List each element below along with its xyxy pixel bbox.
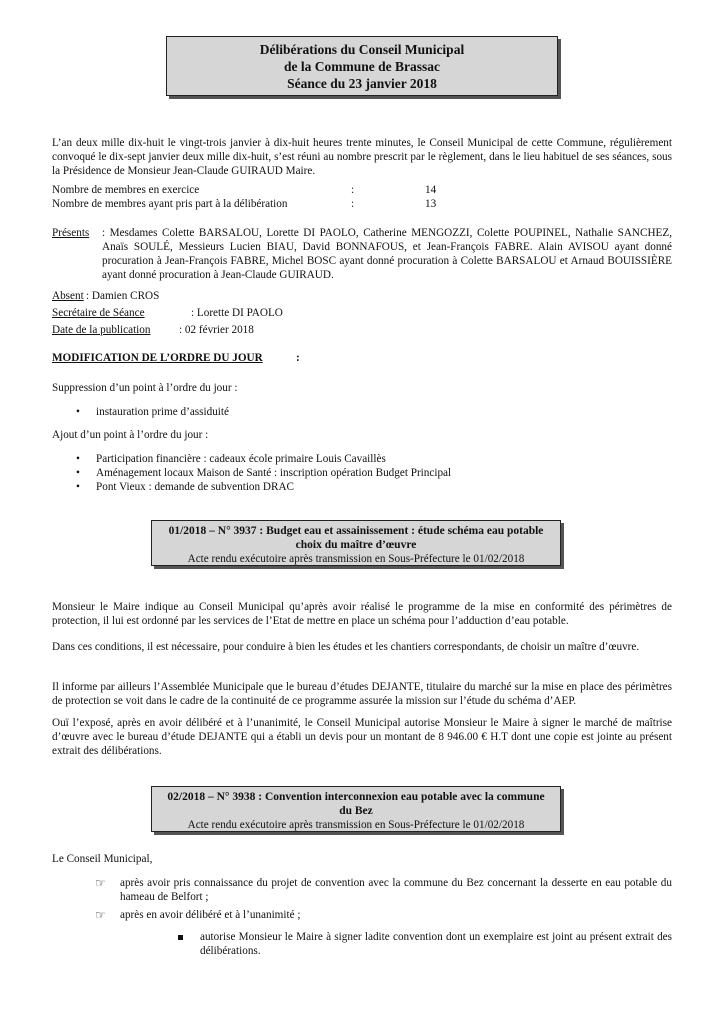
delib2-intro: Le Conseil Municipal, [52, 853, 153, 865]
delib2-sub-item: autorise Monsieur le Maire à signer ladite convention dont un exemplaire est joint au présent extrait des délibérations. [200, 931, 672, 957]
count-label: Nombre de membres en exercice [52, 184, 200, 196]
publication-value: : 02 février 2018 [179, 324, 254, 336]
count-value: 14 [425, 184, 437, 196]
publication-label: Date de la publication [52, 324, 151, 336]
secretaire-row [52, 306, 672, 320]
publication-row [52, 323, 672, 337]
intro-paragraph: L’an deux mille dix-huit le vingt-trois janvier à dix-huit heures trente minutes, le Conseil Municipal de cette Commune, régulièrement convoqué le dix-sept janvier deux mille dix-huit, s’est réuni au nombre prescrit par le règlement, dans le lieu habituel de ses séances, sous la Présidence de Monsieur Jean-Claude GUIRAUD Maire. [52, 137, 672, 177]
bullet-icon: • [76, 467, 80, 479]
count-value: 13 [425, 198, 437, 210]
title-line-3: Séance du 23 janvier 2018 [287, 76, 437, 91]
document-title-box [166, 36, 558, 96]
delib1-paragraph: Monsieur le Maire indique au Conseil Municipal qu’après avoir réalisé le programme de la mise en conformité des périmètres de protection, il lui est ordonné par les services de l’Etat de mettre en place un schéma pour l’adduction d’eau potable. [52, 601, 672, 627]
count-row [52, 197, 672, 211]
delib2-title-line-2: du Bez [339, 805, 373, 817]
list-item: • Pont Vieux : demande de subvention DRAC [76, 481, 294, 493]
delib1-title-line-1: 01/2018 – N° 3937 : Budget eau et assainissement : étude schéma eau potable [168, 525, 544, 537]
count-sep: : [351, 184, 355, 196]
list-item: • instauration prime d’assiduité [76, 406, 229, 418]
presents-label: Présents [52, 227, 90, 239]
deliberation-box-2 [151, 786, 561, 832]
count-label: Nombre de membres ayant pris part à la délibération [52, 198, 288, 210]
delib2-subtitle: Acte rendu exécutoire après transmission en Sous-Préfecture le 01/02/2018 [187, 819, 525, 831]
delib2-item: après avoir pris connaissance du projet de convention avec la commune du Bez concernant la desserte en eau potable du hameau de Belfort ; [120, 877, 672, 903]
presents-text: : Mesdames Colette BARSALOU, Lorette DI PAOLO, Catherine MENGOZZI, Colette POUPINEL, Nathalie SANCHEZ, Anaïs SOULÉ, Messieurs Lucien BIAU, David BONNAFOUS, et Jean-François FABRE. Alain AVISOU ayant donné procuration à Jean-François FABRE, Michel BOSC ayant donné procuration à Colette BARSALOU et Arnaud BOUISSIÈRE ayant donné procuration à Jean-Claude GUIRAUD. [102, 227, 672, 281]
bullet-icon: • [76, 481, 80, 493]
suppression-label: Suppression d’un point à l’ordre du jour : [52, 382, 238, 394]
delib1-title-line-2: choix du maître d’œuvre [295, 539, 417, 551]
absent-row [52, 289, 672, 303]
delib2-item: après en avoir délibéré et à l’unanimité ; [120, 909, 301, 921]
delib1-paragraph: Ouï l’exposé, après en avoir délibéré et à l’unanimité, le Conseil Municipal autorise Monsieur le Maire à signer le marché de maîtrise d’œuvre avec le bureau d’étude DEJANTE qui a établi un devis pour un montant de 8 946.00 € H.T dont une copie est jointe au présent extrait des délibérations. [52, 717, 672, 757]
bullet-icon: • [76, 406, 80, 418]
count-row [52, 183, 672, 197]
list-item: • Participation financière : cadeaux école primaire Louis Cavaillès [76, 453, 386, 465]
delib1-paragraph: Il informe par ailleurs l’Assemblée Municipale que le bureau d’études DEJANTE, titulaire du marché sur la mise en place des périmètres de protection se voit dans le cadre de la continuité de ce programme assurée la mission sur l’étude du schéma d’AEP. [52, 681, 672, 707]
delib1-subtitle: Acte rendu exécutoire après transmission en Sous-Préfecture le 01/02/2018 [187, 553, 525, 565]
bullet-icon: • [76, 453, 80, 465]
title-line-1: Délibérations du Conseil Municipal [259, 42, 465, 57]
deliberation-box-1 [151, 520, 561, 566]
secretaire-label: Secrétaire de Séance [52, 307, 145, 319]
delib1-paragraph: Dans ces conditions, il est nécessaire, pour conduire à bien les études et les chantiers correspondants, de choisir un maître d’œuvre. [52, 641, 640, 653]
modification-heading: MODIFICATION DE L’ORDRE DU JOUR : [52, 352, 300, 364]
delib2-title-line-1: 02/2018 – N° 3938 : Convention interconnexion eau potable avec la commune [167, 791, 545, 803]
absent-value: : Damien CROS [86, 290, 160, 302]
ajout-label: Ajout d’un point à l’ordre du jour : [52, 429, 209, 441]
absent-label: Absent [52, 290, 84, 302]
list-item: • Aménagement locaux Maison de Santé : inscription opération Budget Principal [76, 467, 452, 479]
square-bullet-icon [178, 930, 190, 944]
title-line-2: de la Commune de Brassac [284, 59, 440, 74]
secretaire-value: : Lorette DI PAOLO [191, 307, 283, 319]
count-sep: : [351, 198, 355, 210]
